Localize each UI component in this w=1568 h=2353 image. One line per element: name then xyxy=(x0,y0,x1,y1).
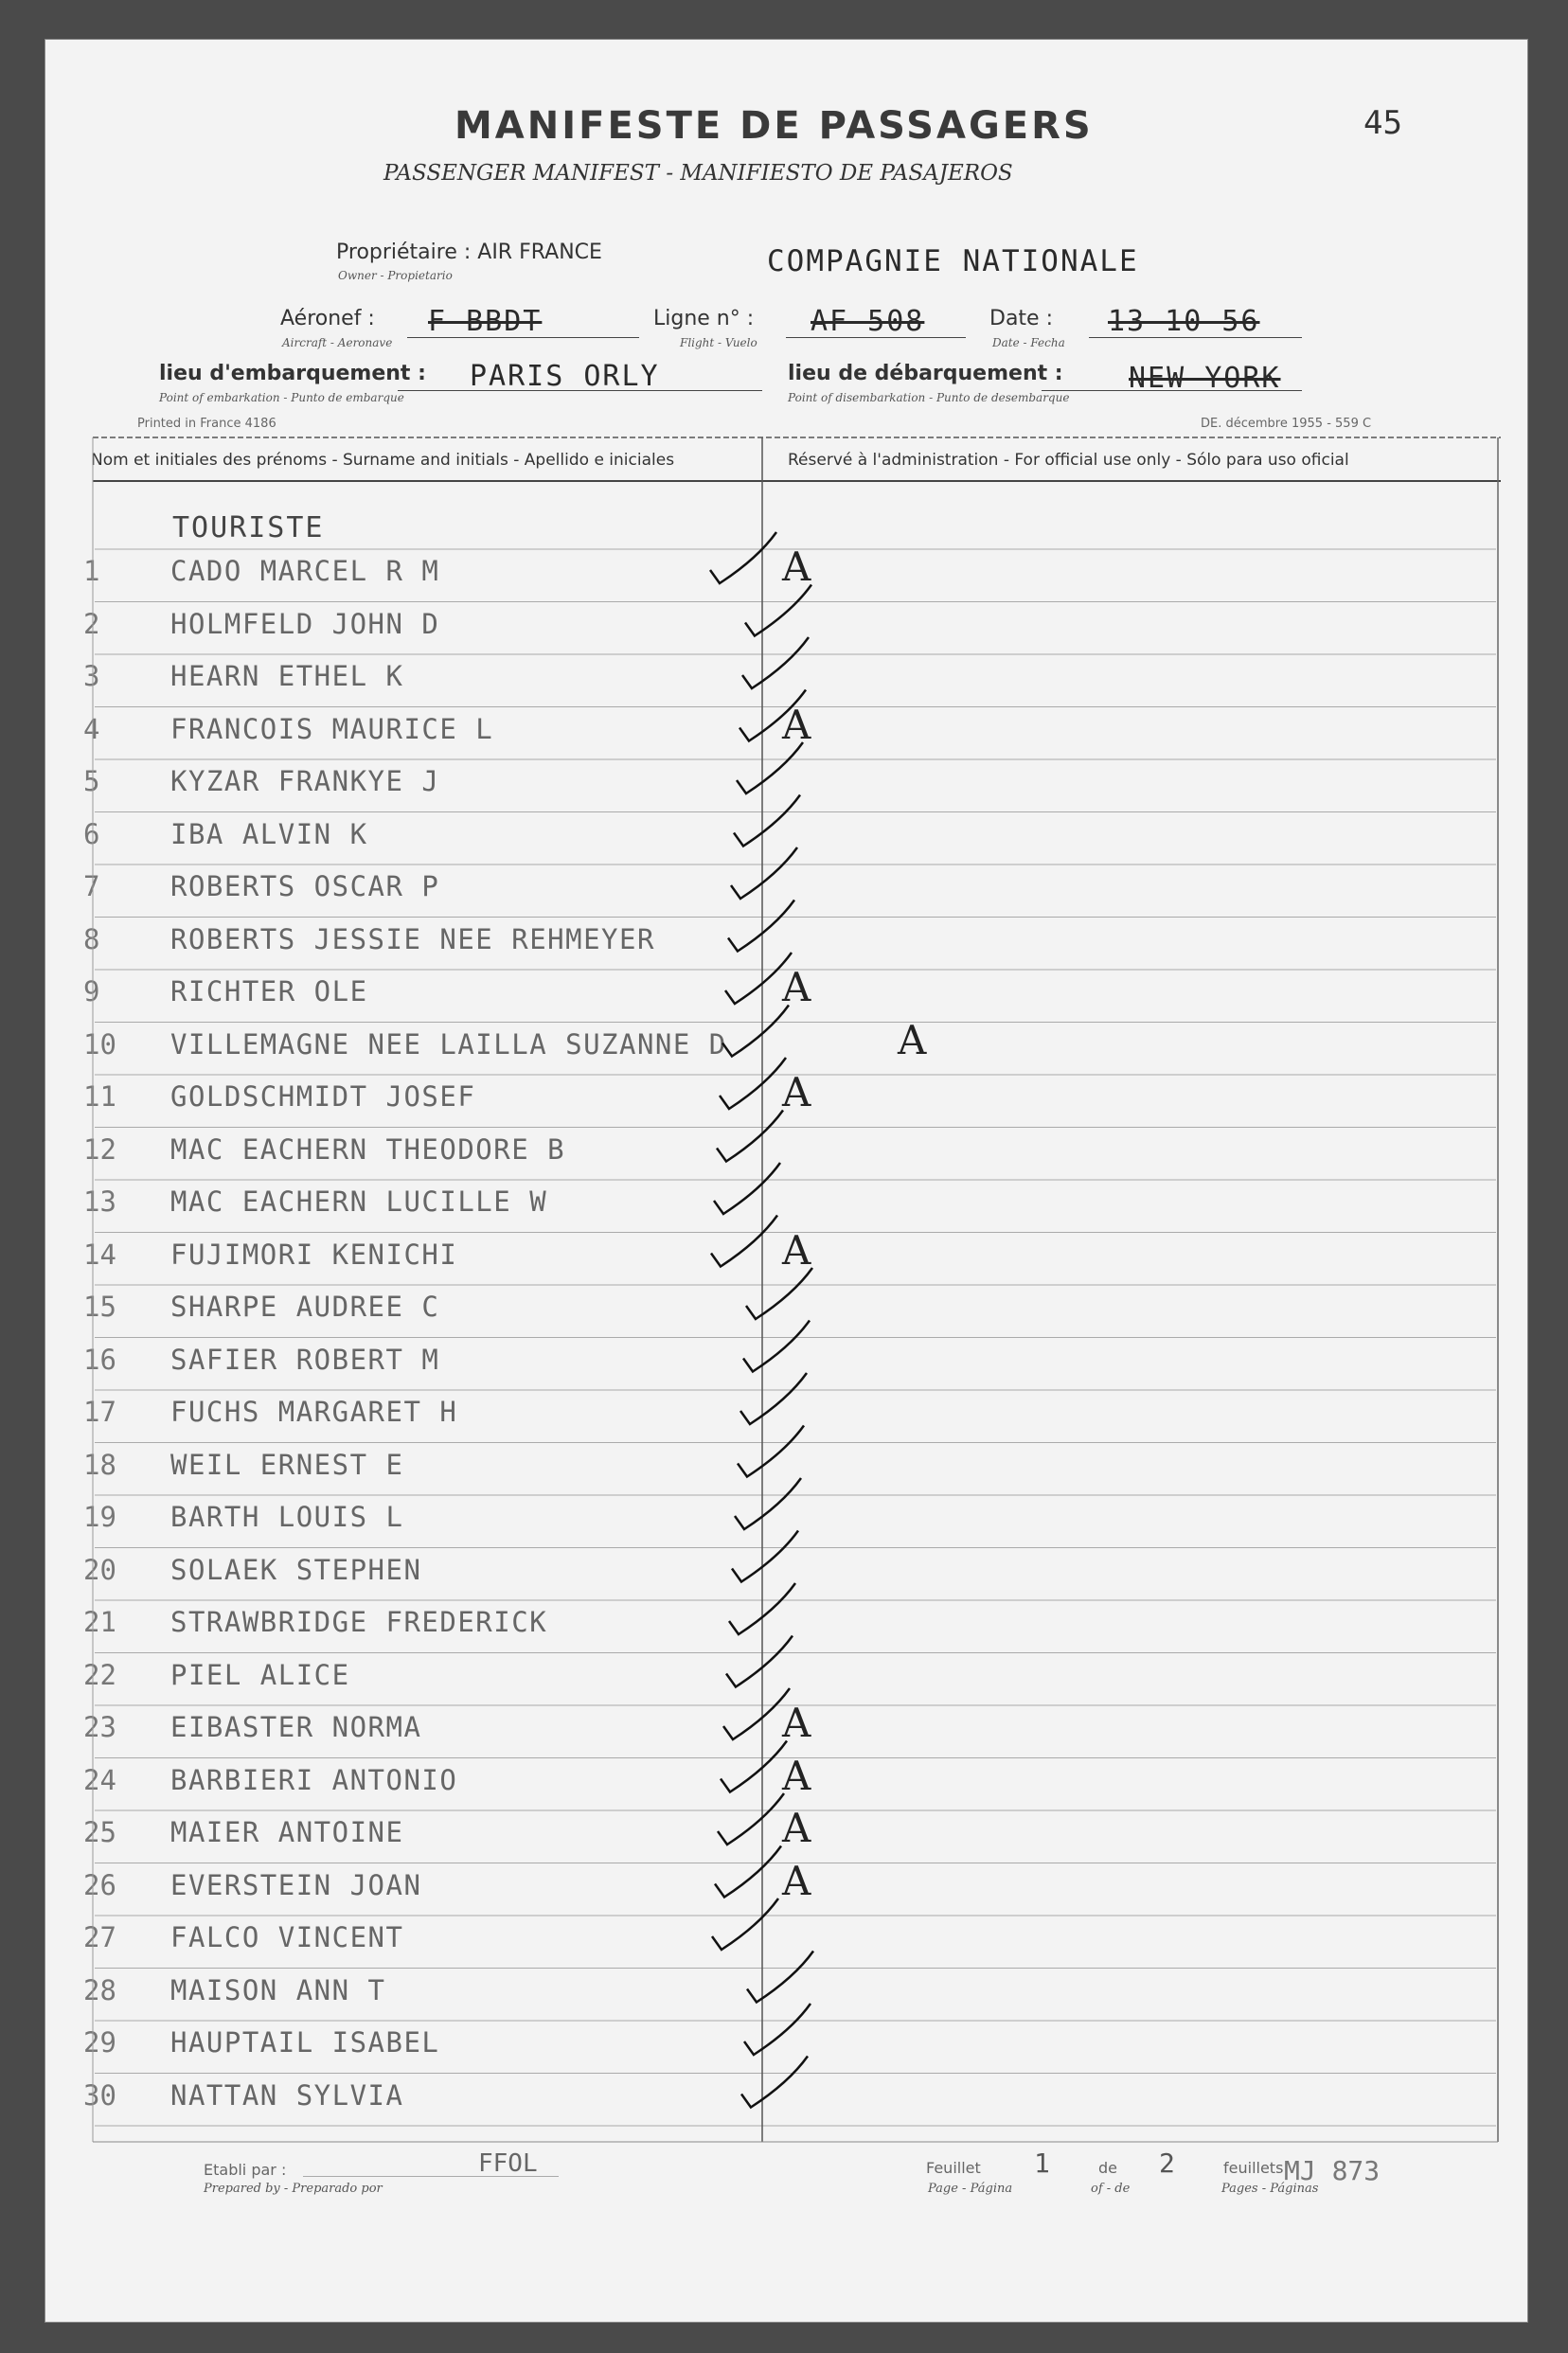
admin-mark: A xyxy=(782,1226,811,1274)
row-number: 1 xyxy=(83,555,100,587)
row-number: 24 xyxy=(83,1763,116,1796)
check-mark xyxy=(714,1163,780,1214)
page-title: MANIFESTE DE PASSAGERS xyxy=(454,104,1094,148)
aircraft-sub-label: Aircraft - Aeronave xyxy=(282,336,393,349)
admin-mark: A xyxy=(898,1016,927,1063)
prepared-by-value: FFOL xyxy=(478,2149,538,2178)
sheets-sub-label: Pages - Páginas xyxy=(1221,2182,1319,2196)
sheet-sub-label: Page - Página xyxy=(928,2182,1013,2196)
aircraft-label: Aéronef : xyxy=(280,307,375,330)
check-mark xyxy=(746,1268,812,1319)
check-mark xyxy=(735,1478,801,1529)
passenger-name: HAUPTAIL ISABEL xyxy=(170,2026,440,2059)
flight-sub-label: Flight - Vuelo xyxy=(680,336,757,349)
owner-label: Propriétaire : AIR FRANCE xyxy=(336,241,602,264)
passenger-name: KYZAR FRANKYE J xyxy=(170,765,440,797)
passenger-name: VILLEMAGNE NEE LAILLA SUZANNE D xyxy=(170,1027,727,1061)
passenger-name: STRAWBRIDGE FREDERICK xyxy=(170,1606,548,1638)
row-number: 22 xyxy=(83,1658,116,1691)
disembark-value: NEW YORK xyxy=(1129,362,1281,395)
prepared-by-sub-label: Prepared by - Preparado por xyxy=(204,2182,383,2196)
sheet-label: Feuillet xyxy=(926,2159,981,2177)
row-number: 18 xyxy=(83,1448,116,1481)
passenger-name: EVERSTEIN JOAN xyxy=(170,1868,422,1901)
check-mark xyxy=(740,1373,807,1424)
row-number: 2 xyxy=(83,607,100,640)
check-mark xyxy=(737,742,803,793)
row-number: 28 xyxy=(83,1973,116,2006)
row-number: 27 xyxy=(83,1921,116,1953)
passenger-name: EIBASTER NORMA xyxy=(170,1711,422,1743)
passenger-name: FALCO VINCENT xyxy=(170,1921,404,1953)
check-mark xyxy=(723,1688,790,1739)
check-mark xyxy=(744,2004,811,2055)
of-sub-label: of - de xyxy=(1091,2182,1131,2196)
disembark-sub-label: Point of disembarkation - Punto de desembarque xyxy=(788,391,1070,404)
check-mark xyxy=(734,795,800,847)
row-number: 15 xyxy=(83,1291,116,1323)
admin-mark: A xyxy=(782,1752,811,1799)
check-mark xyxy=(721,1741,787,1792)
check-mark xyxy=(717,1111,783,1162)
admin-mark: A xyxy=(782,1805,811,1851)
row-number: 5 xyxy=(83,765,100,797)
admin-mark: A xyxy=(782,701,811,748)
admin-mark: A xyxy=(782,1857,811,1904)
passenger-name: SOLAEK STEPHEN xyxy=(170,1553,422,1586)
passenger-name: WEIL ERNEST E xyxy=(170,1448,404,1481)
owner-value: COMPAGNIE NATIONALE xyxy=(767,244,1139,278)
check-mark xyxy=(743,1321,810,1372)
column-header-names: Nom et initiales des prénoms - Surname and initials - Apellido e iniciales xyxy=(91,451,675,470)
check-mark xyxy=(710,532,776,583)
row-number: 14 xyxy=(83,1238,116,1271)
row-number: 26 xyxy=(83,1868,116,1901)
row-number: 4 xyxy=(83,712,100,745)
admin-mark: A xyxy=(782,1069,811,1115)
passenger-name: PIEL ALICE xyxy=(170,1658,350,1691)
archive-stamp: MJ 873 xyxy=(1284,2155,1381,2186)
page-number: 45 xyxy=(1363,104,1402,142)
check-mark xyxy=(715,1846,781,1898)
row-number: 16 xyxy=(83,1343,116,1376)
check-mark xyxy=(726,1636,793,1687)
of-label: de xyxy=(1098,2159,1117,2177)
check-mark xyxy=(741,2057,808,2108)
row-number: 20 xyxy=(83,1553,116,1586)
admin-mark: A xyxy=(782,1700,811,1746)
check-mark xyxy=(711,1216,777,1267)
row-number: 10 xyxy=(83,1027,116,1061)
check-mark xyxy=(722,1006,789,1057)
row-number: 13 xyxy=(83,1185,116,1218)
row-number: 11 xyxy=(83,1080,116,1113)
row-number: 25 xyxy=(83,1816,116,1848)
check-mark xyxy=(747,1952,813,2003)
column-header-admin: Réservé à l'administration - For official use only - Sólo para uso oficial xyxy=(788,451,1349,470)
admin-mark: A xyxy=(782,544,811,590)
passenger-name: MAC EACHERN THEODORE B xyxy=(170,1132,566,1166)
passenger-name: MAIER ANTOINE xyxy=(170,1816,404,1848)
row-number: 3 xyxy=(83,660,100,692)
admin-mark: A xyxy=(782,964,811,1010)
form-code: DE. décembre 1955 - 559 C xyxy=(1201,417,1372,431)
check-mark xyxy=(718,1793,784,1845)
passenger-name: MAC EACHERN LUCILLE W xyxy=(170,1185,548,1218)
row-number: 9 xyxy=(83,975,100,1007)
check-mark xyxy=(742,637,809,688)
passenger-name: FUCHS MARGARET H xyxy=(170,1396,458,1428)
row-number: 29 xyxy=(83,2026,116,2059)
sheets-label: feuillets xyxy=(1223,2159,1284,2177)
flight-label: Ligne n° : xyxy=(653,307,755,330)
check-mark xyxy=(731,847,797,899)
passenger-name: BARTH LOUIS L xyxy=(170,1501,404,1533)
passenger-name: HEARN ETHEL K xyxy=(170,660,404,692)
row-number: 17 xyxy=(83,1396,116,1428)
check-mark xyxy=(739,690,806,741)
check-mark xyxy=(728,900,794,952)
passenger-name: SAFIER ROBERT M xyxy=(170,1343,440,1376)
page-subtitle: PASSENGER MANIFEST - MANIFIESTO DE PASAJEROS xyxy=(383,161,1013,186)
check-mark xyxy=(732,1531,798,1582)
passenger-name: SHARPE AUDREE C xyxy=(170,1291,440,1323)
passenger-name: HOLMFELD JOHN D xyxy=(170,607,440,640)
class-label: TOURISTE xyxy=(172,511,325,544)
row-number: 21 xyxy=(83,1606,116,1638)
embark-label: lieu d'embarquement : xyxy=(159,362,426,385)
row-number: 7 xyxy=(83,870,100,902)
passenger-name: FUJIMORI KENICHI xyxy=(170,1238,458,1271)
date-value: 13 10 56 xyxy=(1108,305,1260,338)
passenger-name: IBA ALVIN K xyxy=(170,817,368,850)
check-mark xyxy=(712,1898,778,1950)
date-label: Date : xyxy=(989,307,1053,330)
embark-sub-label: Point of embarkation - Punto de embarque xyxy=(159,391,404,404)
of-value: 2 xyxy=(1159,2148,1175,2179)
owner-sub-label: Owner - Propietario xyxy=(338,269,453,282)
check-mark xyxy=(745,585,811,636)
row-number: 8 xyxy=(83,922,100,955)
row-number: 30 xyxy=(83,2078,116,2112)
date-sub-label: Date - Fecha xyxy=(992,336,1065,349)
row-number: 23 xyxy=(83,1711,116,1743)
check-mark xyxy=(738,1426,804,1477)
prepared-by-label: Etabli par : xyxy=(204,2161,287,2179)
row-number: 6 xyxy=(83,817,100,850)
passenger-name: FRANCOIS MAURICE L xyxy=(170,712,494,745)
printed-note: Printed in France 4186 xyxy=(137,417,276,431)
row-number: 19 xyxy=(83,1501,116,1533)
passenger-name: GOLDSCHMIDT JOSEF xyxy=(170,1080,476,1113)
embark-value: PARIS ORLY xyxy=(470,360,660,393)
passenger-name: CADO MARCEL R M xyxy=(170,555,440,587)
flight-value: AF 508 xyxy=(811,305,925,338)
passenger-name: ROBERTS OSCAR P xyxy=(170,870,440,902)
aircraft-value: F BBDT xyxy=(428,305,543,338)
check-mark xyxy=(725,953,792,1004)
disembark-label: lieu de débarquement : xyxy=(788,362,1063,385)
passenger-name: MAISON ANN T xyxy=(170,1973,386,2006)
passenger-name: RICHTER OLE xyxy=(170,975,368,1007)
sheet-value: 1 xyxy=(1034,2148,1050,2179)
passenger-name: BARBIERI ANTONIO xyxy=(170,1763,458,1796)
row-number: 12 xyxy=(83,1132,116,1166)
check-mark xyxy=(720,1058,786,1109)
passenger-name: ROBERTS JESSIE NEE REHMEYER xyxy=(170,922,655,955)
passenger-name: NATTAN SYLVIA xyxy=(170,2078,404,2112)
